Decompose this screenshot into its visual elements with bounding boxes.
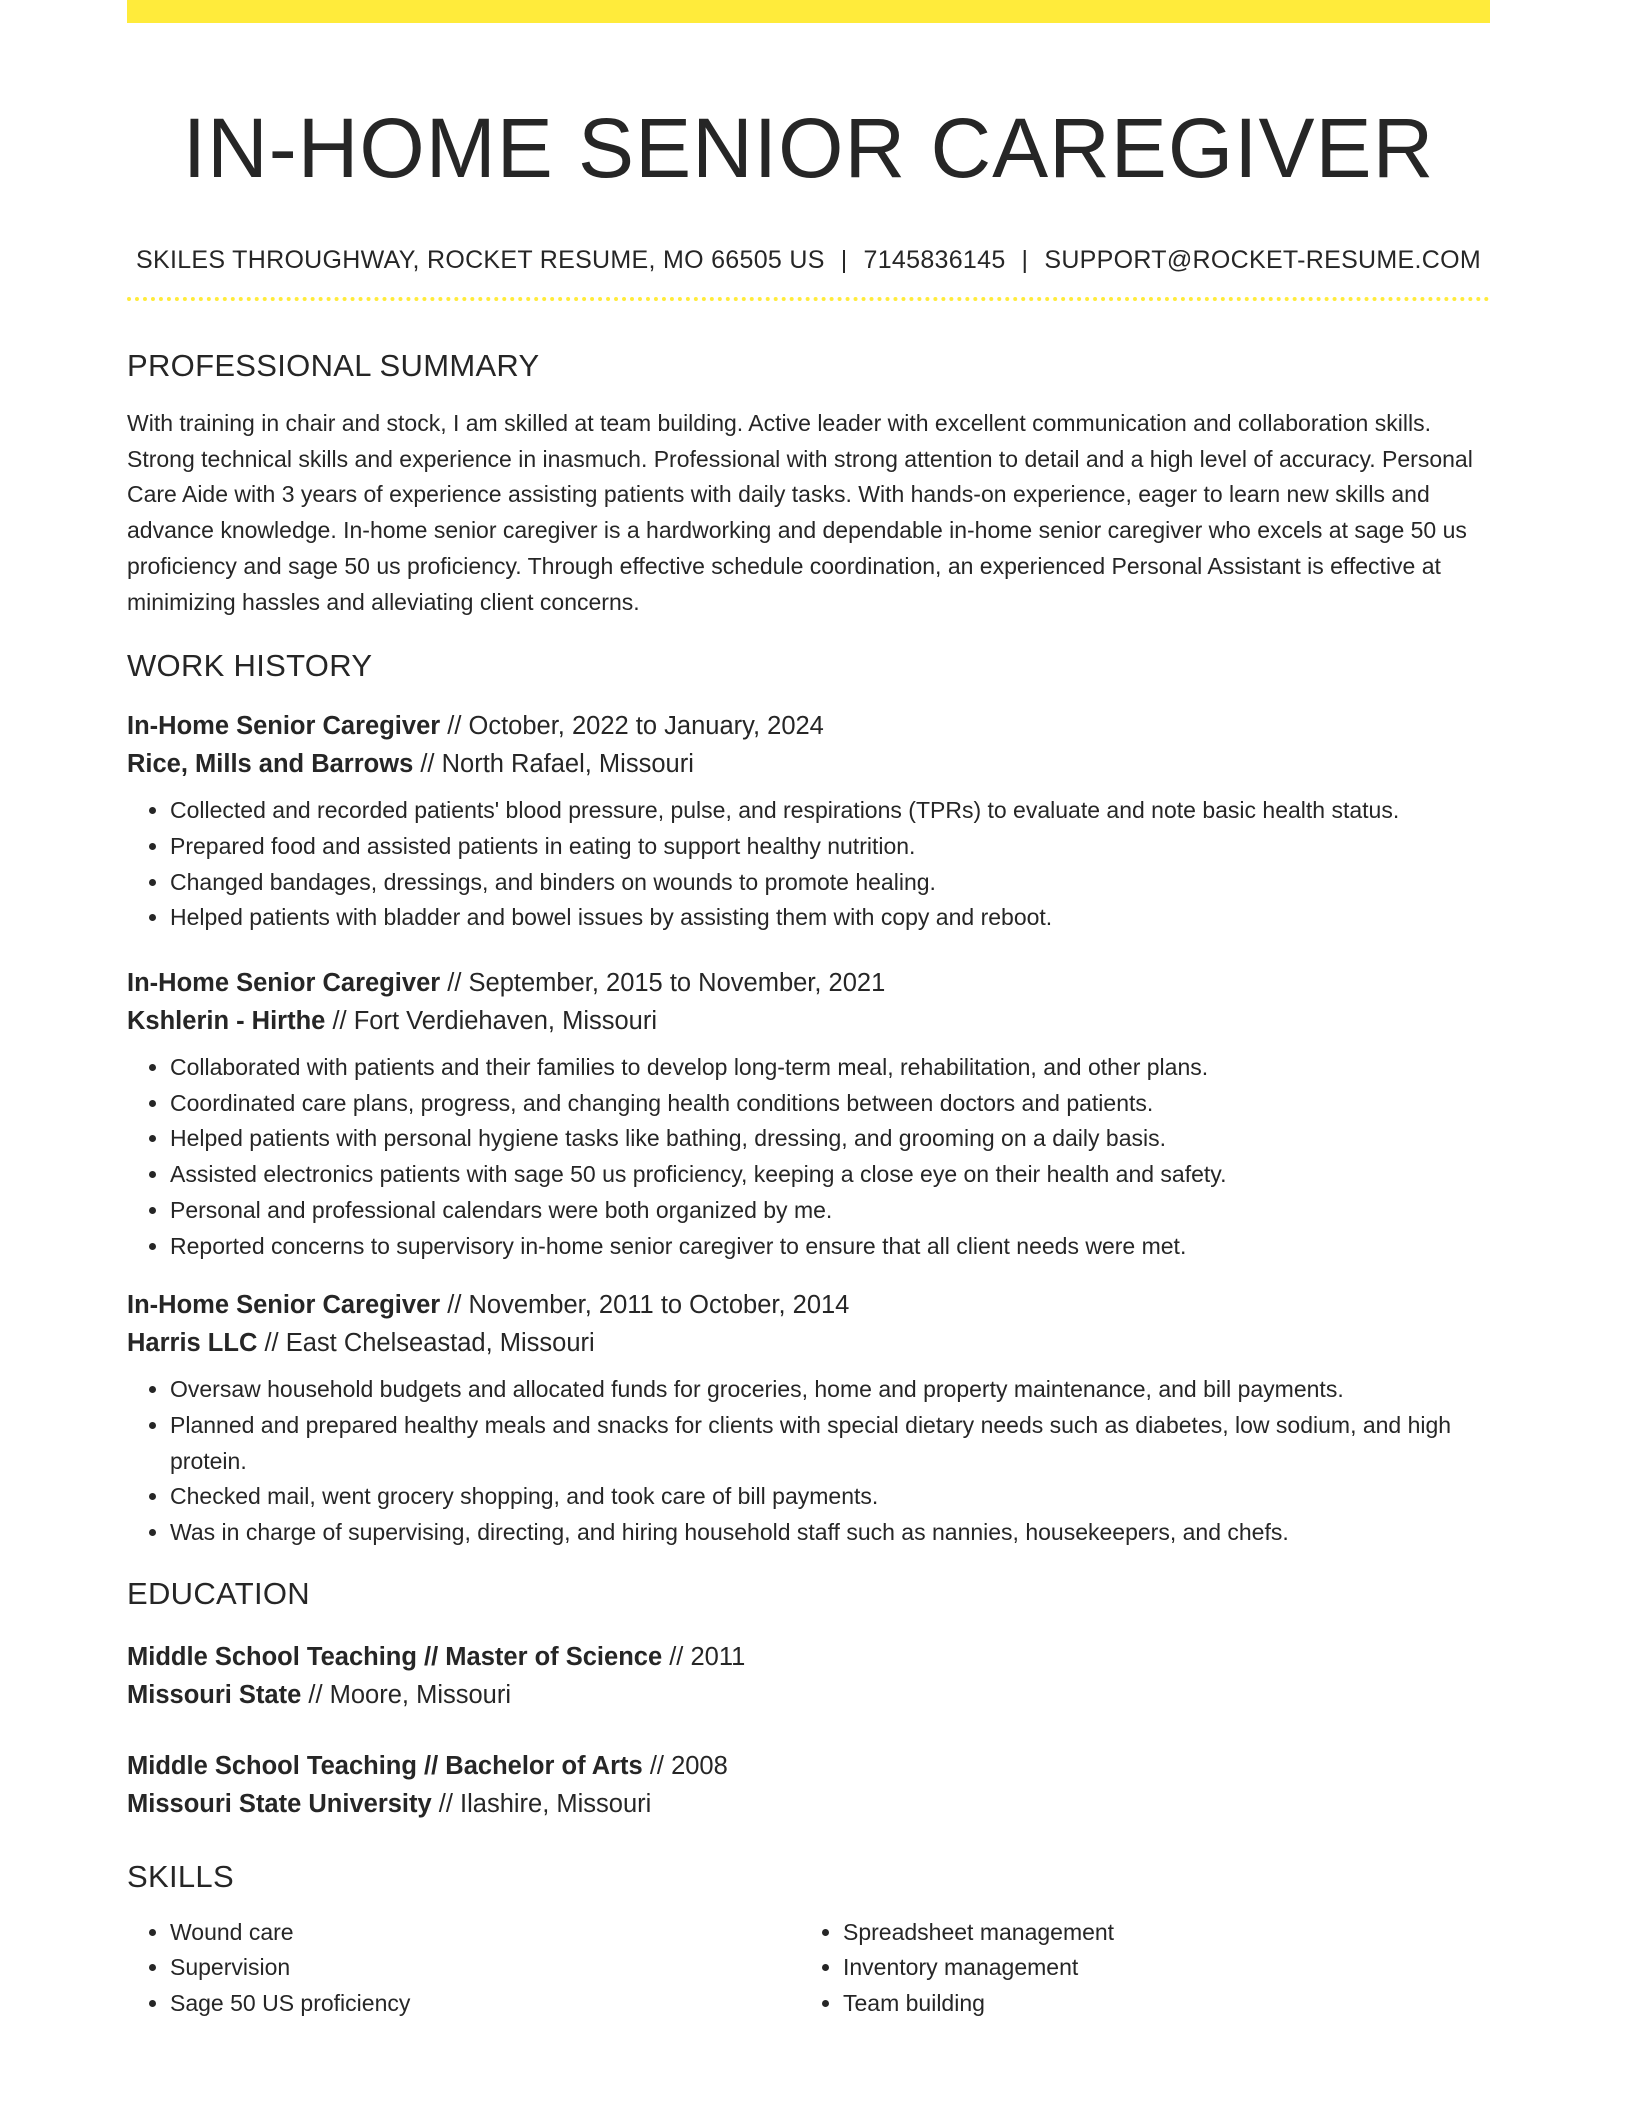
header-divider: [127, 297, 1490, 301]
job-location: // North Rafael, Missouri: [413, 750, 694, 779]
job-company-line: [127, 745, 1490, 783]
job-title-line: [127, 1286, 1490, 1324]
contact-address: SKILES THROUGHWAY, ROCKET RESUME, MO 66505 US: [136, 246, 825, 274]
job-entry: [127, 964, 1490, 1264]
contact-email: SUPPORT@ROCKET-RESUME.COM: [1044, 246, 1481, 274]
education-degree-line: [127, 1638, 1490, 1676]
resume-content: [127, 23, 1490, 2022]
job-bullets: [127, 793, 1490, 936]
accent-bar: [127, 0, 1490, 23]
skill-item: • Sage 50 US proficiency: [170, 1986, 800, 2022]
education-year: // 2011: [662, 1642, 746, 1671]
job-bullet: • Oversaw household budgets and allocated funds for groceries, home and property maintenance, and bill payments.: [170, 1372, 1490, 1408]
job-bullet: • Assisted electronics patients with sage 50 us proficiency, keeping a close eye on their health and safety.: [170, 1157, 1490, 1193]
job-location: // Fort Verdiehaven, Missouri: [325, 1007, 658, 1036]
contact-separator: |: [1021, 246, 1029, 274]
education-entry: [127, 1747, 1490, 1823]
skill-item: • Team building: [843, 1986, 1473, 2022]
education-heading: EDUCATION: [127, 1575, 310, 1611]
job-title-line: [127, 707, 1490, 745]
skill-item: • Wound care: [170, 1915, 800, 1951]
summary-text: With training in chair and stock, I am skilled at team building. Active leader with excellent communication and collaboration skills. Strong technical skills and experience in inasmuch. Professional with strong attention to detail and a high level of accuracy. Personal Care Aide with 3 years of experience assisting patients with daily tasks. With hands-on experience, eager to learn new skills and advance knowledge. In-home senior caregiver is a hardworking and dependable in-home senior caregiver who excels at sage 50 us proficiency and sage 50 us proficiency. Through effective schedule coordination, an experienced Personal Assistant is effective at minimizing hassles and alleviating client concerns.: [127, 410, 1473, 615]
skill-item: • Inventory management: [843, 1950, 1473, 1986]
job-bullet: • Collaborated with patients and their families to develop long-term meal, rehabilitation, and other plans.: [170, 1050, 1490, 1086]
education-degree: Middle School Teaching // Bachelor of Arts: [127, 1751, 643, 1780]
job-company: Kshlerin - Hirthe: [127, 1007, 326, 1036]
job-role: In-Home Senior Caregiver: [127, 712, 441, 741]
job-company-line: [127, 1002, 1490, 1040]
job-bullets: [127, 1050, 1490, 1264]
summary-heading: PROFESSIONAL SUMMARY: [127, 348, 540, 383]
contact-separator: |: [840, 246, 848, 274]
job-location: // East Chelseastad, Missouri: [257, 1329, 595, 1358]
job-entry: [127, 1286, 1490, 1551]
education-degree: Middle School Teaching // Master of Science: [127, 1642, 663, 1671]
education-location: // Moore, Missouri: [301, 1680, 512, 1709]
candidate-name: IN-HOME SENIOR CAREGIVER: [182, 101, 1435, 195]
contact-phone: 7145836145: [863, 246, 1006, 274]
job-bullet: • Reported concerns to supervisory in-home senior caregiver to ensure that all client needs were met.: [170, 1229, 1490, 1265]
job-bullet: • Collected and recorded patients' blood pressure, pulse, and respirations (TPRs) to evaluate and note basic health status.: [170, 793, 1490, 829]
education-location: // Ilashire, Missouri: [431, 1789, 652, 1818]
job-bullet: • Helped patients with personal hygiene tasks like bathing, dressing, and grooming on a daily basis.: [170, 1121, 1490, 1157]
education-school: Missouri State University: [127, 1789, 432, 1818]
job-bullet: • Helped patients with bladder and bowel issues by assisting them with copy and reboot.: [170, 900, 1490, 936]
job-dates: // November, 2011 to October, 2014: [440, 1291, 850, 1320]
work-history-heading: WORK HISTORY: [127, 648, 373, 684]
education-degree-line: [127, 1747, 1490, 1785]
job-dates: // October, 2022 to January, 2024: [440, 712, 824, 741]
skills-grid: [127, 1915, 1490, 2022]
education-school-line: [127, 1785, 1490, 1823]
education-year: // 2008: [642, 1751, 728, 1780]
job-bullet: • Personal and professional calendars were both organized by me.: [170, 1193, 1490, 1229]
education-school-line: [127, 1676, 1490, 1714]
job-role: In-Home Senior Caregiver: [127, 1291, 441, 1320]
skills-column-right: [800, 1915, 1473, 2022]
job-bullet: • Was in charge of supervising, directing, and hiring household staff such as nannies, housekeepers, and chefs.: [170, 1515, 1490, 1551]
job-company: Rice, Mills and Barrows: [127, 750, 414, 779]
skill-item: • Supervision: [170, 1950, 800, 1986]
job-bullet: • Prepared food and assisted patients in eating to support healthy nutrition.: [170, 829, 1490, 865]
job-title-line: [127, 964, 1490, 1002]
job-entry: [127, 707, 1490, 936]
skills-column-left: [127, 1915, 800, 2022]
contact-line: [127, 243, 1490, 277]
skill-item: • Spreadsheet management: [843, 1915, 1473, 1951]
job-bullet: • Planned and prepared healthy meals and snacks for clients with special dietary needs such as diabetes, low sodium, and high protein.: [170, 1408, 1490, 1479]
job-role: In-Home Senior Caregiver: [127, 969, 441, 998]
job-dates: // September, 2015 to November, 2021: [440, 969, 886, 998]
job-company-line: [127, 1324, 1490, 1362]
job-bullets: [127, 1372, 1490, 1551]
job-bullet: • Coordinated care plans, progress, and changing health conditions between doctors and patients.: [170, 1086, 1490, 1122]
education-entry: [127, 1638, 1490, 1714]
job-bullet: • Checked mail, went grocery shopping, and took care of bill payments.: [170, 1479, 1490, 1515]
education-school: Missouri State: [127, 1680, 302, 1709]
skills-heading: SKILLS: [127, 1858, 234, 1894]
job-company: Harris LLC: [127, 1329, 258, 1358]
job-bullet: • Changed bandages, dressings, and binders on wounds to promote healing.: [170, 865, 1490, 901]
